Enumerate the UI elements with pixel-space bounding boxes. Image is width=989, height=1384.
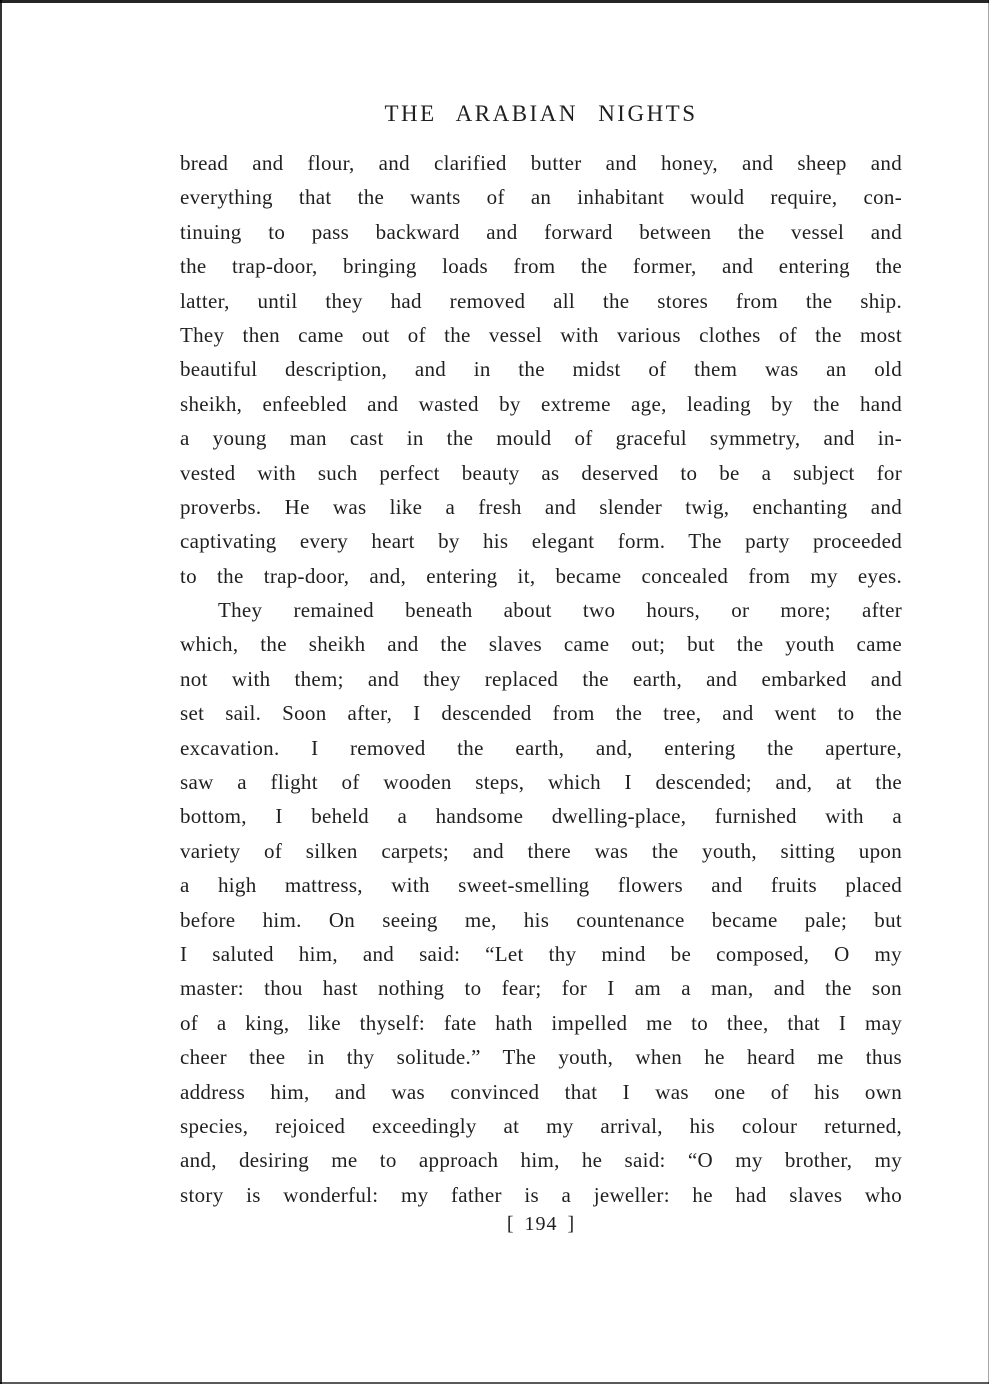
text-line: species, rejoiced exceedingly at my arrival, his colour returned, — [180, 1113, 902, 1138]
page-number: [ 194 ] — [506, 1213, 576, 1235]
text-line: tinuing to pass backward and forward between the vessel and — [180, 219, 902, 244]
text-line: before him. On seeing me, his countenance became pale; but — [180, 907, 902, 932]
text-line: master: thou hast nothing to fear; for I am a man, and the son — [180, 976, 902, 1001]
paragraph — [180, 146, 902, 593]
text-line: everything that the wants of an inhabitant would require, con- — [180, 185, 902, 210]
text-line: They remained beneath about two hours, or more; after — [218, 598, 902, 623]
text-line: which, the sheikh and the slaves came out; but the youth came — [180, 632, 902, 657]
text-line: not with them; and they replaced the earth, and embarked and — [180, 666, 902, 691]
text-line: variety of silken carpets; and there was the youth, sitting upon — [180, 838, 902, 863]
text-line: proverbs. He was like a fresh and slender twig, enchanting and — [180, 494, 902, 519]
text-line: captivating every heart by his elegant form. The party proceeded — [180, 529, 902, 554]
scan-artifact-left-edge — [0, 0, 2, 1384]
running-head: THE ARABIAN NIGHTS — [384, 101, 698, 126]
text-line: bottom, I beheld a handsome dwelling-place, furnished with a — [180, 804, 902, 829]
text-line: and, desiring me to approach him, he said: “O my brother, my — [180, 1148, 902, 1173]
text-block — [180, 146, 902, 1212]
text-line: sheikh, enfeebled and wasted by extreme age, leading by the hand — [180, 391, 902, 416]
text-line: saw a flight of wooden steps, which I descended; and, at the — [180, 770, 902, 795]
text-line: They then came out of the vessel with various clothes of the most — [180, 322, 902, 347]
paragraph — [180, 593, 902, 1212]
text-line: to the trap-door, and, entering it, became concealed from my eyes. — [180, 563, 902, 588]
text-line: bread and flour, and clarified butter and honey, and sheep and — [180, 151, 902, 175]
text-line: the trap-door, bringing loads from the former, and entering the — [180, 254, 902, 279]
text-line: excavation. I removed the earth, and, entering the aperture, — [180, 735, 902, 760]
text-line: a young man cast in the mould of graceful symmetry, and in- — [180, 426, 902, 451]
text-line: address him, and was convinced that I was one of his own — [180, 1079, 902, 1104]
scan-artifact-top-edge — [0, 0, 989, 3]
text-line: a high mattress, with sweet-smelling flowers and fruits placed — [180, 873, 902, 898]
text-line: of a king, like thyself: fate hath impelled me to thee, that I may — [180, 1010, 902, 1035]
text-line: story is wonderful: my father is a jeweller: he had slaves who — [180, 1182, 902, 1207]
text-line: beautiful description, and in the midst of them was an old — [180, 357, 902, 382]
text-line: cheer thee in thy solitude.” The youth, when he heard me thus — [180, 1045, 902, 1070]
text-line: latter, until they had removed all the stores from the ship. — [180, 288, 902, 313]
text-line: vested with such perfect beauty as deserved to be a subject for — [180, 460, 902, 485]
text-line: I saluted him, and said: “Let thy mind be composed, O my — [180, 941, 902, 966]
text-line: set sail. Soon after, I descended from the tree, and went to the — [180, 701, 902, 726]
